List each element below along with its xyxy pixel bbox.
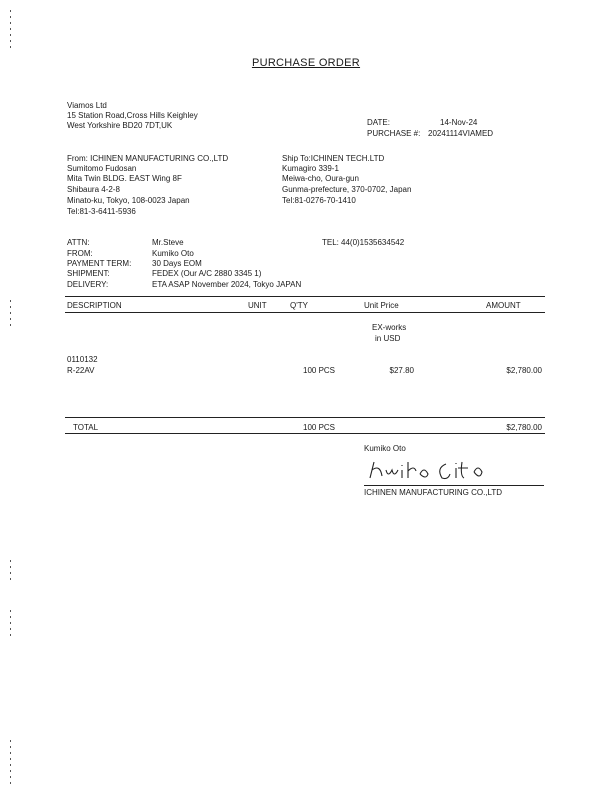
signer-name: Kumiko Oto	[364, 444, 406, 453]
item-qty: 100 PCS	[303, 366, 336, 375]
ship-to-address-line: Kumagiro 339-1	[282, 164, 339, 173]
margin-mark	[10, 560, 11, 580]
buyer-name: Viamos Ltd	[67, 101, 107, 110]
col-amount: AMOUNT	[486, 301, 521, 310]
table-top-rule	[65, 296, 545, 297]
from-tel: Tel:81-3-6411-5936	[67, 207, 136, 216]
shipment-value: FEDEX (Our A/C 2880 3345 1)	[152, 269, 262, 278]
signature-rule	[364, 485, 544, 486]
item-unit-price: $27.80	[389, 366, 414, 375]
from-label: FROM:	[67, 249, 93, 258]
margin-mark	[10, 610, 11, 640]
margin-mark	[10, 300, 11, 330]
delivery-label: DELIVERY:	[67, 280, 109, 289]
attn-value: Mr.Steve	[152, 238, 184, 247]
col-unit-price: Unit Price	[364, 301, 399, 310]
from-address-line: Mita Twin BLDG. EAST Wing 8F	[67, 174, 182, 183]
tel-value: 44(0)1535634542	[341, 238, 405, 247]
item-code: 0110132	[67, 355, 98, 364]
shipment-label: SHIPMENT:	[67, 269, 110, 278]
item-name: R-22AV	[67, 366, 95, 375]
handwritten-signature	[366, 456, 516, 486]
signer-company: ICHINEN MANUFACTURING CO.,LTD	[364, 488, 503, 497]
total-label: TOTAL	[73, 423, 99, 432]
total-bottom-rule	[65, 433, 545, 434]
total-amount: $2,780.00	[506, 423, 542, 432]
delivery-value: ETA ASAP November 2024, Tokyo JAPAN	[152, 280, 302, 289]
total-qty: 100 PCS	[303, 423, 336, 432]
date-label: DATE:	[367, 118, 390, 127]
from-address-line: Shibaura 4-2-8	[67, 185, 120, 194]
ship-to-company: Ship To:ICHINEN TECH.LTD	[282, 154, 385, 163]
tel-label: TEL:	[322, 238, 339, 247]
col-unit: UNIT	[248, 301, 267, 310]
ship-to-address-line: Meiwa-cho, Oura-gun	[282, 174, 359, 183]
from-company: From: ICHINEN MANUFACTURING CO.,LTD	[67, 154, 229, 163]
payment-term-label: PAYMENT TERM:	[67, 259, 132, 268]
date-value: 14-Nov-24	[440, 118, 478, 127]
item-amount: $2,780.00	[506, 366, 542, 375]
attn-label: ATTN:	[67, 238, 90, 247]
price-terms-currency: in USD	[375, 334, 401, 343]
ship-to-address-line: Gunma-prefecture, 370-0702, Japan	[282, 185, 412, 194]
po-number-label: PURCHASE #:	[367, 129, 421, 138]
table-header-rule	[65, 312, 545, 313]
buyer-address-line: 15 Station Road,Cross Hills Keighley	[67, 111, 198, 120]
price-terms-line: EX-works	[372, 323, 407, 332]
total-top-rule	[65, 417, 545, 418]
margin-mark	[10, 740, 11, 785]
po-number-value: 20241114VIAMED	[428, 129, 494, 138]
from-address-line: Sumitomo Fudosan	[67, 164, 137, 173]
col-description: DESCRIPTION	[67, 301, 122, 310]
ship-to-tel: Tel:81-0276-70-1410	[282, 196, 356, 205]
buyer-address-line: West Yorkshire BD20 7DT,UK	[67, 121, 173, 130]
col-qty: Q'TY	[290, 301, 308, 310]
margin-mark	[10, 10, 11, 50]
from-address-line: Minato-ku, Tokyo, 108-0023 Japan	[67, 196, 190, 205]
payment-term-value: 30 Days EOM	[152, 259, 202, 268]
from-value: Kumiko Oto	[152, 249, 194, 258]
document-title: PURCHASE ORDER	[251, 57, 361, 69]
